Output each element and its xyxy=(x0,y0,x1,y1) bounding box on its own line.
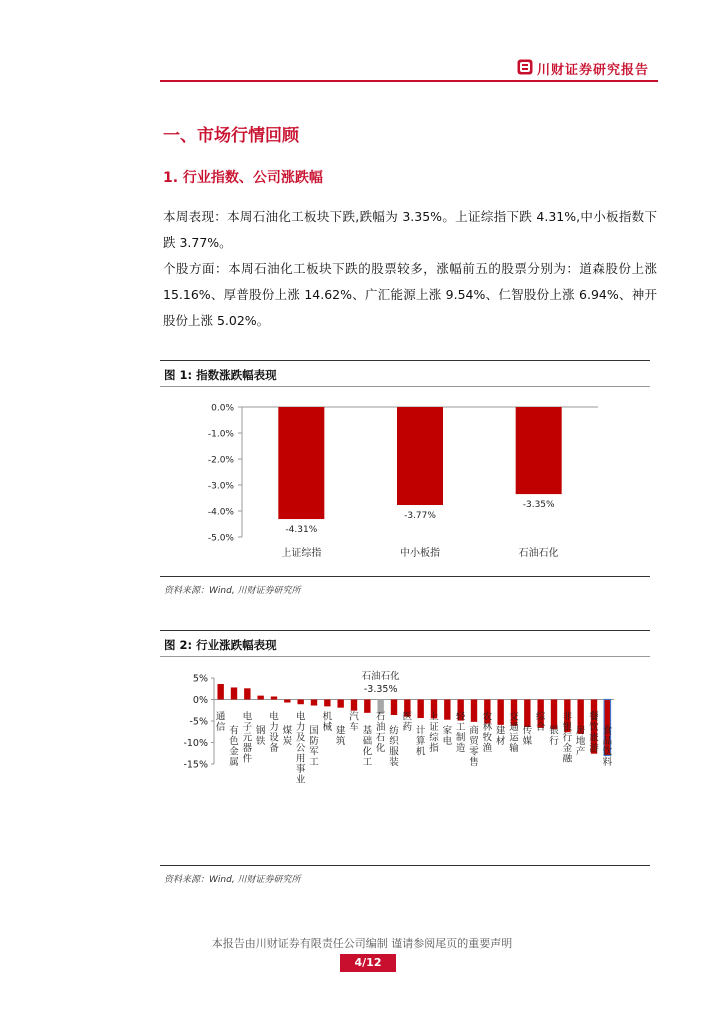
x-tick-label: 建材 xyxy=(495,725,506,747)
stock-performance-paragraph: 个股方面：本周石油化工板块下跌的股票较多，涨幅前五的股票分别为：道森股份上涨 15.16%、厚普股份上涨 14.62%、广汇能源上涨 9.54%、仁智股份上涨 6.94%、神开股份上涨 5.02%。 xyxy=(163,261,657,328)
x-tick-label: 交通运输 xyxy=(509,711,519,754)
bar-上证综指 xyxy=(278,407,324,519)
data-label: -4.31% xyxy=(285,525,318,536)
bar-家电 xyxy=(444,700,450,720)
x-tick-label: 机械 xyxy=(322,711,333,733)
x-tick-label: 钢铁 xyxy=(255,725,266,747)
bar-纺织服装 xyxy=(391,700,397,715)
x-tick-label: 中小板指 xyxy=(400,548,440,559)
figure-2-bottom-rule xyxy=(160,865,650,866)
bar-商贸零售 xyxy=(471,700,477,722)
x-tick-label: 家电 xyxy=(442,725,453,747)
x-tick-label: 石油石化 xyxy=(375,711,386,754)
data-label: -3.77% xyxy=(404,511,436,522)
bar-中小板指 xyxy=(397,407,443,505)
bar-计算机 xyxy=(417,700,423,719)
x-tick-label: 上证综指 xyxy=(429,711,439,754)
figure-1-title: 图 1: 指数涨跌幅表现 xyxy=(164,368,277,382)
figure-2-title: 图 2: 行业涨跌幅表现 xyxy=(164,638,277,652)
bar-电力及公用事业 xyxy=(297,700,303,705)
x-tick-label: 有色金属 xyxy=(229,725,239,768)
bar-电力设备 xyxy=(271,696,277,699)
x-tick-label: 石油石化 xyxy=(518,548,559,559)
bar-传媒 xyxy=(524,700,530,728)
figure-2-source: 资料来源：Wind, 川财证券研究所 xyxy=(164,875,301,885)
x-tick-label: 食品饮料 xyxy=(602,725,613,768)
y-tick-label: -1.0% xyxy=(207,429,234,440)
x-tick-label: 轻工制造 xyxy=(455,711,466,754)
x-tick-label: 商贸零售 xyxy=(469,725,479,768)
x-tick-label: 纺织服装 xyxy=(389,725,399,768)
bar-机械 xyxy=(324,700,330,707)
y-tick-label: -5.0% xyxy=(207,533,234,544)
figure-1-top-rule xyxy=(160,360,650,361)
figure-1-source: 资料来源：Wind, 川财证券研究所 xyxy=(164,586,301,596)
chuancai-logo-icon xyxy=(517,59,533,75)
x-tick-label: 综合 xyxy=(535,711,546,733)
y-tick-label: -10% xyxy=(183,738,208,749)
bar-通信 xyxy=(217,684,223,699)
data-label: -3.35% xyxy=(522,500,555,511)
y-tick-label: -15% xyxy=(183,759,208,771)
y-tick-label: -5% xyxy=(189,716,208,728)
annotation-value: -3.35% xyxy=(363,684,398,695)
bar-建筑 xyxy=(337,700,343,708)
x-tick-label: 上证综指 xyxy=(281,548,322,559)
x-tick-label: 电力及公用事业 xyxy=(295,711,306,786)
header-rule xyxy=(160,80,658,82)
y-tick-label: -2.0% xyxy=(207,455,234,466)
x-tick-label: 农林牧渔 xyxy=(482,711,493,754)
figure-2-top-rule xyxy=(160,630,650,631)
x-tick-label: 银行 xyxy=(549,725,559,747)
y-tick-label: 5% xyxy=(192,673,208,685)
industry-change-chart xyxy=(180,664,640,864)
x-tick-label: 医药 xyxy=(402,711,413,733)
annotation-name: 石油石化 xyxy=(361,671,400,682)
bar-有色金属 xyxy=(231,687,237,699)
weekly-performance-paragraph: 本周表现：本周石油化工板块下跌,跌幅为 3.35%。上证综指下跌 4.31%,中小板指数下跌 3.77%。 xyxy=(163,209,657,250)
y-tick-label: -4.0% xyxy=(207,507,234,518)
x-tick-label: 建筑 xyxy=(335,725,346,747)
bar-电子元器件 xyxy=(244,688,250,699)
x-tick-label: 非银行金融 xyxy=(562,711,573,765)
y-tick-label: 0% xyxy=(192,695,208,706)
bar-钢铁 xyxy=(257,696,263,700)
y-tick-label: -3.0% xyxy=(207,481,234,492)
bar-石油石化 xyxy=(516,407,562,494)
index-change-chart xyxy=(196,396,616,566)
page-number: 4/12 xyxy=(340,954,396,972)
x-tick-label: 传媒 xyxy=(522,725,533,747)
figure-1-bottom-rule xyxy=(160,576,650,577)
x-tick-label: 基础化工 xyxy=(362,725,373,768)
x-tick-label: 餐饮旅游 xyxy=(589,711,599,754)
footer-disclaimer: 本报告由川财证券有限责任公司编制 谨请参阅尾页的重要声明 xyxy=(211,937,513,950)
x-tick-label: 电子元器件 xyxy=(242,711,253,765)
x-tick-label: 房地产 xyxy=(575,725,586,758)
bar-基础化工 xyxy=(364,700,370,713)
bar-汽车 xyxy=(351,700,357,711)
x-tick-label: 电力设备 xyxy=(269,711,279,754)
section-title: 一、市场行情回顾 xyxy=(163,126,299,146)
x-tick-label: 煤炭 xyxy=(282,725,293,747)
bar-建材 xyxy=(497,700,503,725)
report-brand: 川财证券研究报告 xyxy=(537,63,650,78)
x-tick-label: 计算机 xyxy=(415,725,426,758)
x-tick-label: 汽车 xyxy=(349,711,359,733)
x-tick-label: 国防军工 xyxy=(309,725,319,768)
bar-国防军工 xyxy=(311,700,317,706)
y-tick-label: 0.0% xyxy=(211,403,234,414)
figure-1-title-rule xyxy=(160,386,650,387)
figure-2-title-rule xyxy=(160,656,650,657)
subsection-title: 1. 行业指数、公司涨跌幅 xyxy=(163,170,323,186)
x-tick-label: 通信 xyxy=(215,711,226,733)
bar-煤炭 xyxy=(284,700,290,703)
